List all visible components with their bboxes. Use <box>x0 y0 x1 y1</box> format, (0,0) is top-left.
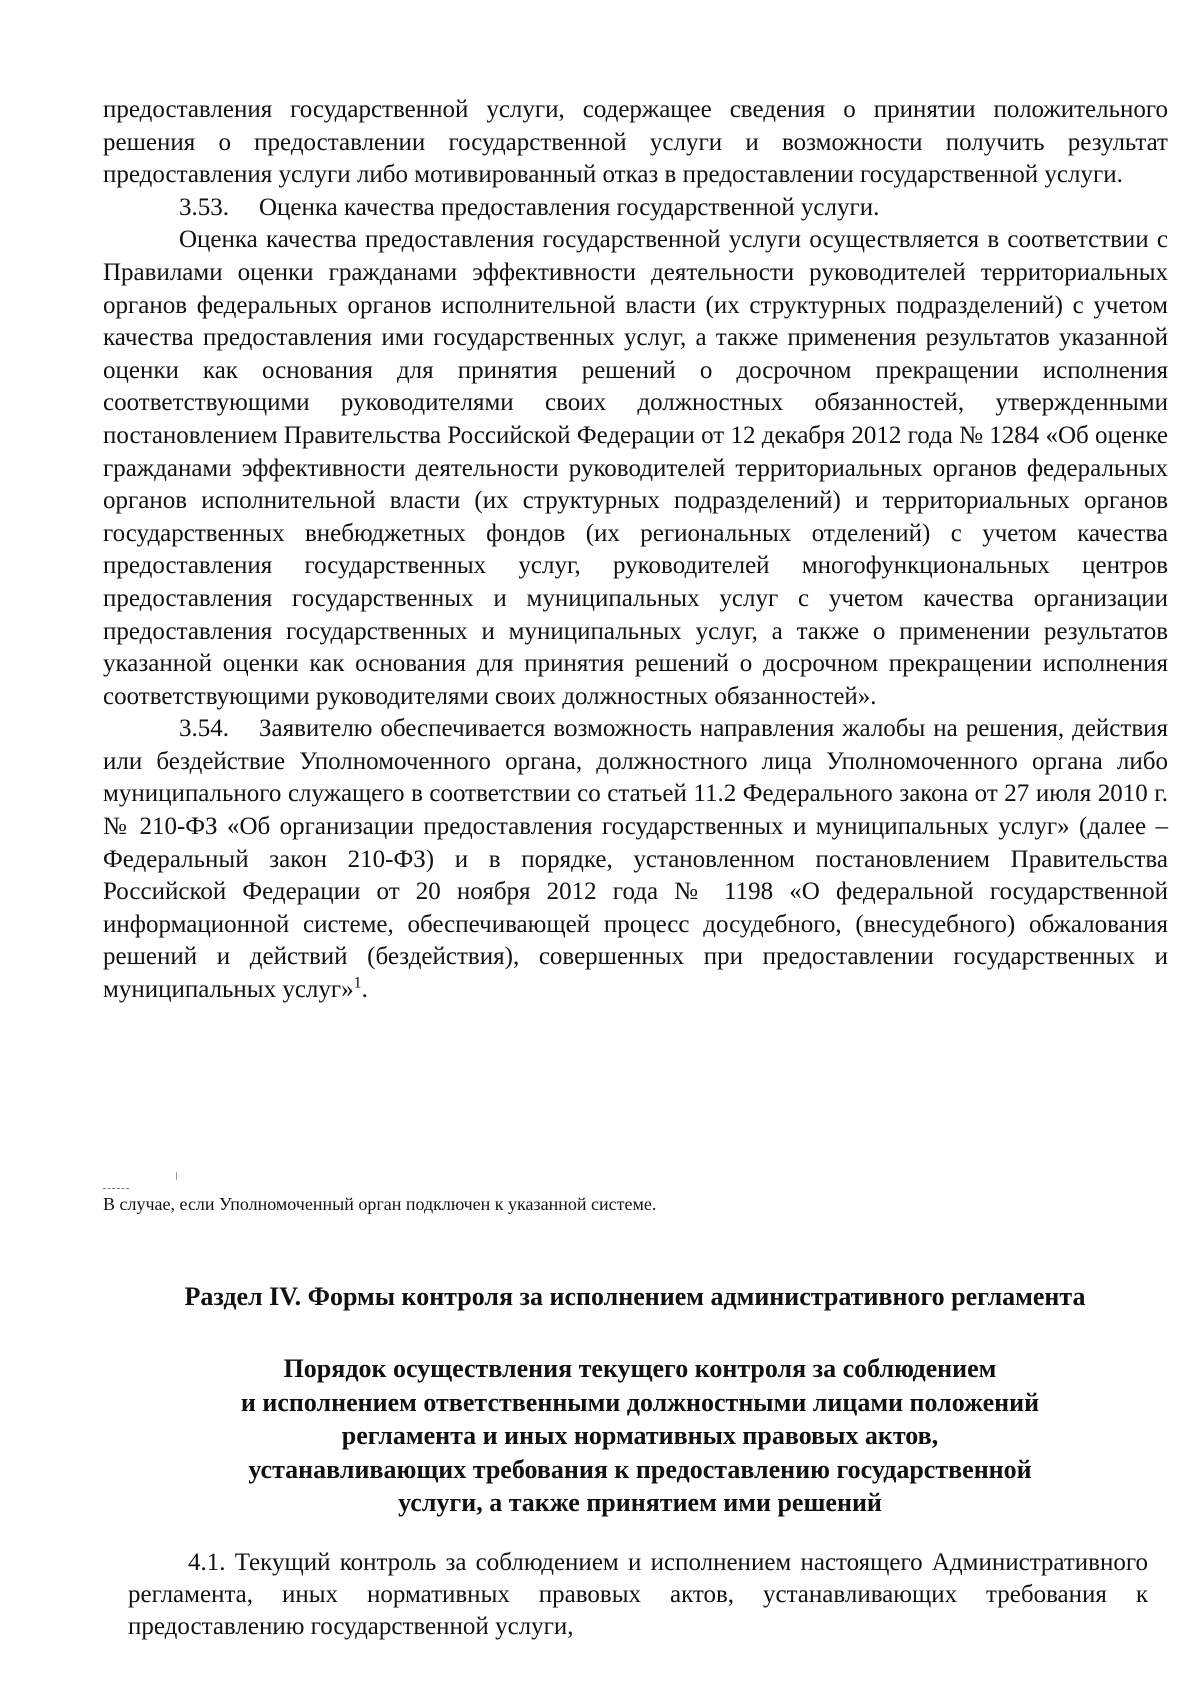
item-4-1-text: 4.1. Текущий контроль за соблюдением и исполнением настоящего Административного регламента, иных нормативных правовых актов, устанавливающих требования к предоставлению государственной услуги, <box>128 1549 1148 1640</box>
footnote-tick <box>176 1172 177 1180</box>
subsection-title-line: регламента и иных нормативных правовых актов, <box>341 1421 939 1450</box>
section-title: Раздел IV. Формы контроля за исполнением административного регламента <box>184 1282 1086 1311</box>
item-3-54-end: . <box>361 976 368 1004</box>
subsection-title-line: Порядок осуществления текущего контроля за соблюдением <box>283 1354 997 1383</box>
footnote-reference[interactable]: 1 <box>353 974 362 992</box>
footnote-text: В случае, если Уполномоченный орган подключен к указанной системе. <box>103 1194 657 1214</box>
item-3-53-number: 3.53. <box>179 193 229 221</box>
item-3-53-heading <box>103 192 1168 225</box>
paragraph-continuation: предоставления государственной услуги, содержащее сведения о принятии положительного решения о предоставлении государственной услуги и возможности получить результат предоставления услуги либо мотивированный отказ в предоставлении государственной услуги. <box>103 96 1168 189</box>
item-3-54-text: Заявителю обеспечивается возможность направления жалобы на решения, действия или бездействие Уполномоченного органа, должностного лица Уполномоченного органа либо муниципального служащего в соответствии со статьей 11.2 Федерального закона от 27 июля 2010 г. № 210-ФЗ «Об организации предоставления государственных и муниципальных услуг» (далее – Федеральный закон 210-ФЗ) и в порядке, установленном постановлением Правительства Российской Федерации от 20 ноября 2012 года № 1198 «О федеральной государственной информационной системе, обеспечивающей процесс досудебного, (внесудебного) обжалования решений и действий (бездействия), совершенных при предоставлении государственных и муниципальных услуг» <box>103 715 1168 1004</box>
item-3-53-title: Оценка качества предоставления государственной услуги. <box>259 193 880 221</box>
subsection-title <box>190 1352 1090 1520</box>
item-3-54-number: 3.54. <box>179 715 229 743</box>
subsection-title-line: и исполнением ответственными должностными лицами положений <box>240 1387 1040 1417</box>
item-3-53-text: Оценка качества предоставления государственной услуги осуществляется в соответствии с Правилами оценки гражданами эффективности деятельности руководителей территориальных органов федеральных органов исполнительной власти (их структурных подразделений) с учетом качества предоставления ими государственных услуг, а также применения результатов указанной оценки как основания для принятия решений о досрочном прекращении исполнения соответствующими руководителями своих должностных обязанностей, утвержденными постановлением Правительства Российской Федерации от 12 декабря 2012 года № 1284 «Об оценке гражданами эффективности деятельности руководителей территориальных органов федеральных органов исполнительной власти (их структурных подразделений) и территориальных органов государственных внебюджетных фондов (их региональных отделений) с учетом качества предоставления государственных услуг, руководителей многофункциональных центров предоставления государственных и муниципальных услуг с учетом качества организации предоставления государственных и муниципальных услуг, а также о применении результатов указанной оценки как основания для принятия решений о досрочном прекращении исполнения соответствующими руководителями своих должностных обязанностей». <box>103 226 1168 710</box>
subsection-title-line: услуги, а также принятием ими решений <box>398 1488 882 1517</box>
footnote-separator <box>103 1188 129 1189</box>
section-4-body <box>128 1547 1148 1643</box>
item-3-54-paragraph <box>103 713 1168 1006</box>
section-3-body <box>103 94 1168 1007</box>
subsection-title-line: устанавливающих требования к предоставлению государственной <box>248 1454 1032 1484</box>
